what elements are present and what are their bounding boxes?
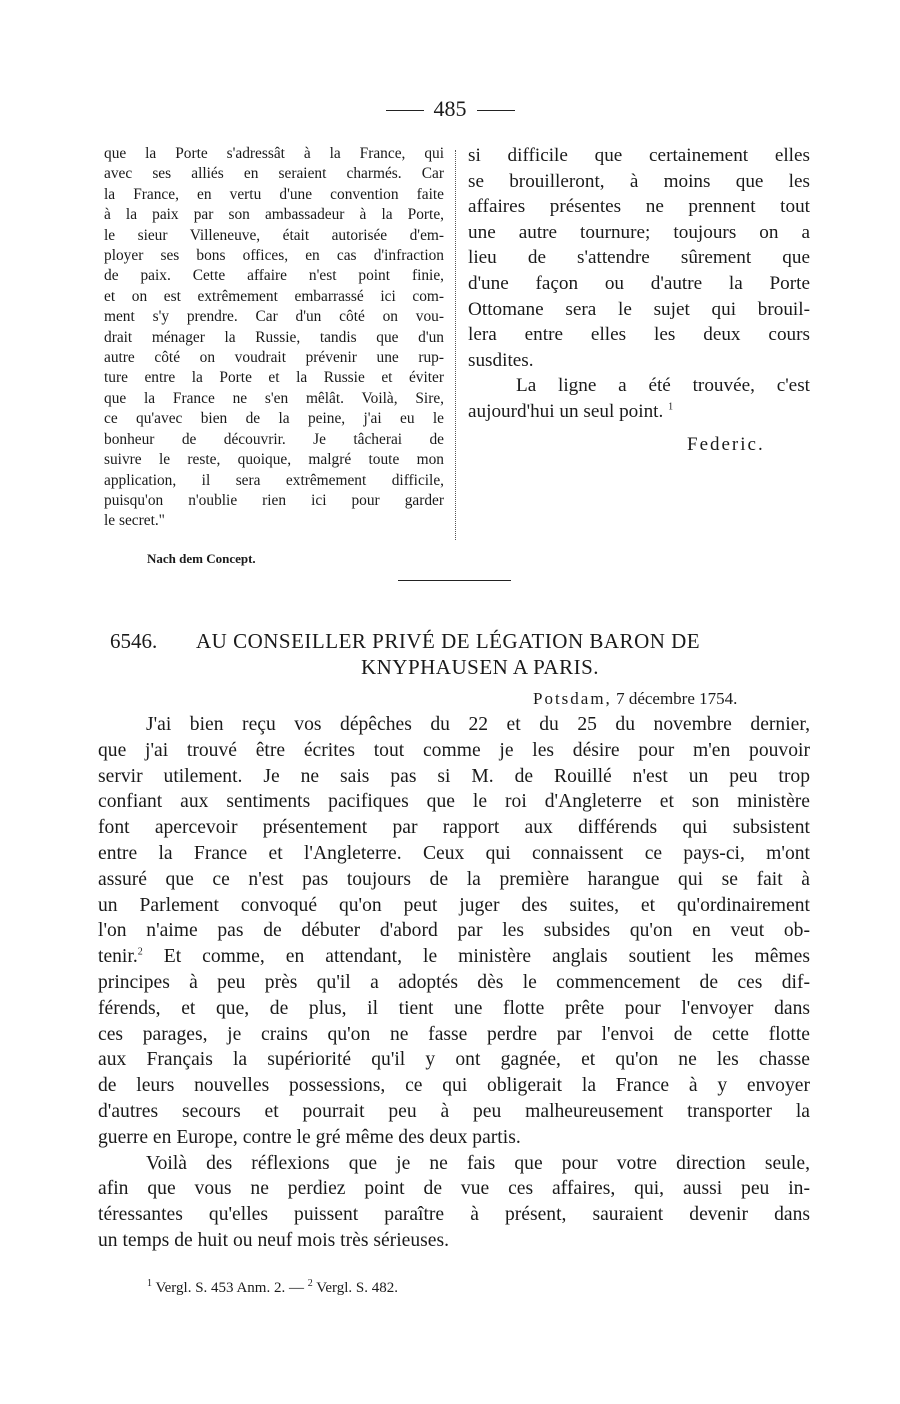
right-column-line: susdites. (468, 349, 534, 371)
left-column-line: application, il sera extrêmement difficile, (104, 471, 444, 489)
left-column-line: la France, en vertu d'une convention faite (104, 185, 444, 203)
section-rule (398, 580, 511, 581)
body-line: assuré que ce n'est pas toujours de la première harangue qui se fait à (98, 868, 810, 890)
left-column-line: puisqu'on n'oublie rien ici pour garder (104, 491, 444, 509)
body-line-text: Et comme, en attendant, le ministère anglais soutient les mêmes (142, 946, 810, 968)
body-line: que j'ai trouvé être écrites tout comme je les désire pour m'en pouvoir (98, 739, 810, 761)
left-column-line: et on est extrêmement embarrassé ici com- (104, 287, 444, 305)
body-line-text: tenir. (98, 946, 138, 968)
page-number-dash-left (386, 110, 424, 111)
footnote-mark-1: 1 (147, 1278, 152, 1289)
right-column (468, 143, 810, 425)
body-line: font apercevoir présentement par rapport aux différends qui subsistent (98, 817, 810, 839)
body-line: Voilà des réflexions que je ne fais que pour votre direction seule, (146, 1152, 810, 1174)
body-line: téressantes qu'elles puissent paraître à présent, sauraient devenir dans (98, 1204, 810, 1226)
source-note: Nach dem Concept. (147, 551, 256, 566)
left-column-line: que la Porte s'adressât à la France, qui (104, 145, 444, 162)
left-column-line: drait ménager la Russie, tandis que d'un (104, 328, 444, 346)
right-column-line: Ottomane sera le sujet qui brouil- (468, 298, 810, 320)
footnote-ref-1: 1 (668, 401, 674, 413)
page-number-dash-right (477, 110, 515, 111)
body-line: ces parages, je crains qu'on ne fasse perdre par l'envoi de cette flotte (98, 1023, 810, 1045)
letter-body (98, 712, 810, 1254)
right-column-line: d'une façon ou d'autre la Porte (468, 272, 810, 294)
right-column-line: La ligne a été trouvée, c'est (516, 375, 810, 397)
left-column-line: bonheur de découvrir. Je tâcherai de (104, 430, 444, 448)
body-line: principes à peu près qu'il a adoptés dès le commencement de ces dif- (98, 971, 810, 993)
footnote-text-2: Vergl. S. 482. (312, 1280, 399, 1296)
left-column-line: le secret." (104, 512, 165, 530)
left-column-line: autre côté on voudrait prévenir une rup- (104, 349, 444, 367)
body-line: entre la France et l'Angleterre. Ceux qui connaissent ce pays-ci, m'ont (98, 842, 810, 864)
signature: Federic. (687, 434, 765, 455)
right-column-line: une autre tournure; toujours on a (468, 221, 810, 243)
right-column-line: affaires présentes ne prennent tout (468, 196, 810, 218)
footnote-ref-2: 2 (137, 946, 143, 958)
body-line: un Parlement convoqué qu'on peut juger des suites, et qu'ordinairement (98, 894, 810, 916)
left-column-line: de paix. Cette affaire n'est point finie, (104, 267, 444, 285)
left-column-line: ce qu'avec bien de la peine, j'ai eu le (104, 410, 444, 428)
right-column-line: se brouilleront, à moins que les (468, 170, 810, 192)
right-column-line: lera entre elles les deux cours (468, 324, 810, 346)
dateline (533, 689, 793, 709)
body-line: confiant aux sentiments pacifiques que le roi d'Angleterre et son ministère (98, 791, 810, 813)
body-line: de leurs nouvelles possessions, ce qui obligerait la France à y envoyer (98, 1075, 810, 1097)
body-line: servir utilement. Je ne sais pas si M. de Rouillé n'est un peu trop (98, 765, 810, 787)
left-column-line: ment s'y prendre. Car d'un côté on vou- (104, 308, 444, 326)
body-line: d'autres secours et pourrait peu à peu malheureusement transporter la (98, 1100, 810, 1122)
letter-heading (110, 628, 810, 680)
left-column-line: à la paix par son ambassadeur à la Porte, (104, 206, 444, 224)
footnote-mark-2: 2 (307, 1278, 313, 1289)
body-line: férends, et que, de plus, il tient une flotte prête pour l'envoyer dans (98, 997, 810, 1019)
body-line: J'ai bien reçu vos dépêches du 22 et du 25 du novembre dernier, (146, 714, 810, 735)
page-number: 485 (433, 96, 467, 121)
right-column-line: si difficile que certainement elles (468, 145, 810, 166)
body-line (98, 944, 810, 970)
heading-line-2: KNYPHAUSEN A PARIS. (360, 655, 600, 679)
footnote-text-1: Vergl. S. 453 Anm. 2. — (152, 1280, 308, 1296)
dateline-place: Potsdam, (533, 689, 612, 708)
body-line: l'on n'aime pas de débuter d'abord par les subsides qu'on en veut ob- (98, 920, 810, 942)
letter-number: 6546. (110, 629, 158, 653)
left-column-line: suivre le reste, quoique, malgré toute mon (104, 451, 444, 469)
heading-line-1: AU CONSEILLER PRIVÉ DE LÉGATION BARON DE (196, 629, 701, 653)
footnotes (147, 1280, 398, 1297)
left-column-line: avec ses alliés en seraient charmés. Car (104, 165, 444, 183)
right-column-line-text: aujourd'hui un seul point. (468, 400, 664, 422)
right-column-line (468, 399, 810, 425)
right-column-line: lieu de s'attendre sûrement que (468, 247, 810, 269)
left-column-line: que la France ne s'en mêlât. Voilà, Sire, (104, 389, 444, 407)
body-line: aux Français la supériorité qu'il y ont gagnée, et qu'on ne les chasse (98, 1049, 810, 1071)
left-column-line: ployer ses bons offices, en cas d'infraction (104, 247, 444, 265)
body-line: guerre en Europe, contre le gré même des deux partis. (98, 1126, 521, 1148)
dateline-date: 7 décembre 1754. (616, 689, 738, 708)
left-column (104, 144, 444, 532)
left-column-line: ture entre la Porte et la Russie et éviter (104, 369, 444, 387)
page-number-area (0, 96, 900, 122)
body-line: un temps de huit ou neuf mois très sérieuses. (98, 1229, 449, 1251)
left-column-line: le sieur Villeneuve, était autorisée d'em- (104, 226, 444, 244)
column-divider (455, 150, 456, 540)
body-line: afin que vous ne perdiez point de vue ces affaires, qui, aussi peu in- (98, 1178, 810, 1200)
